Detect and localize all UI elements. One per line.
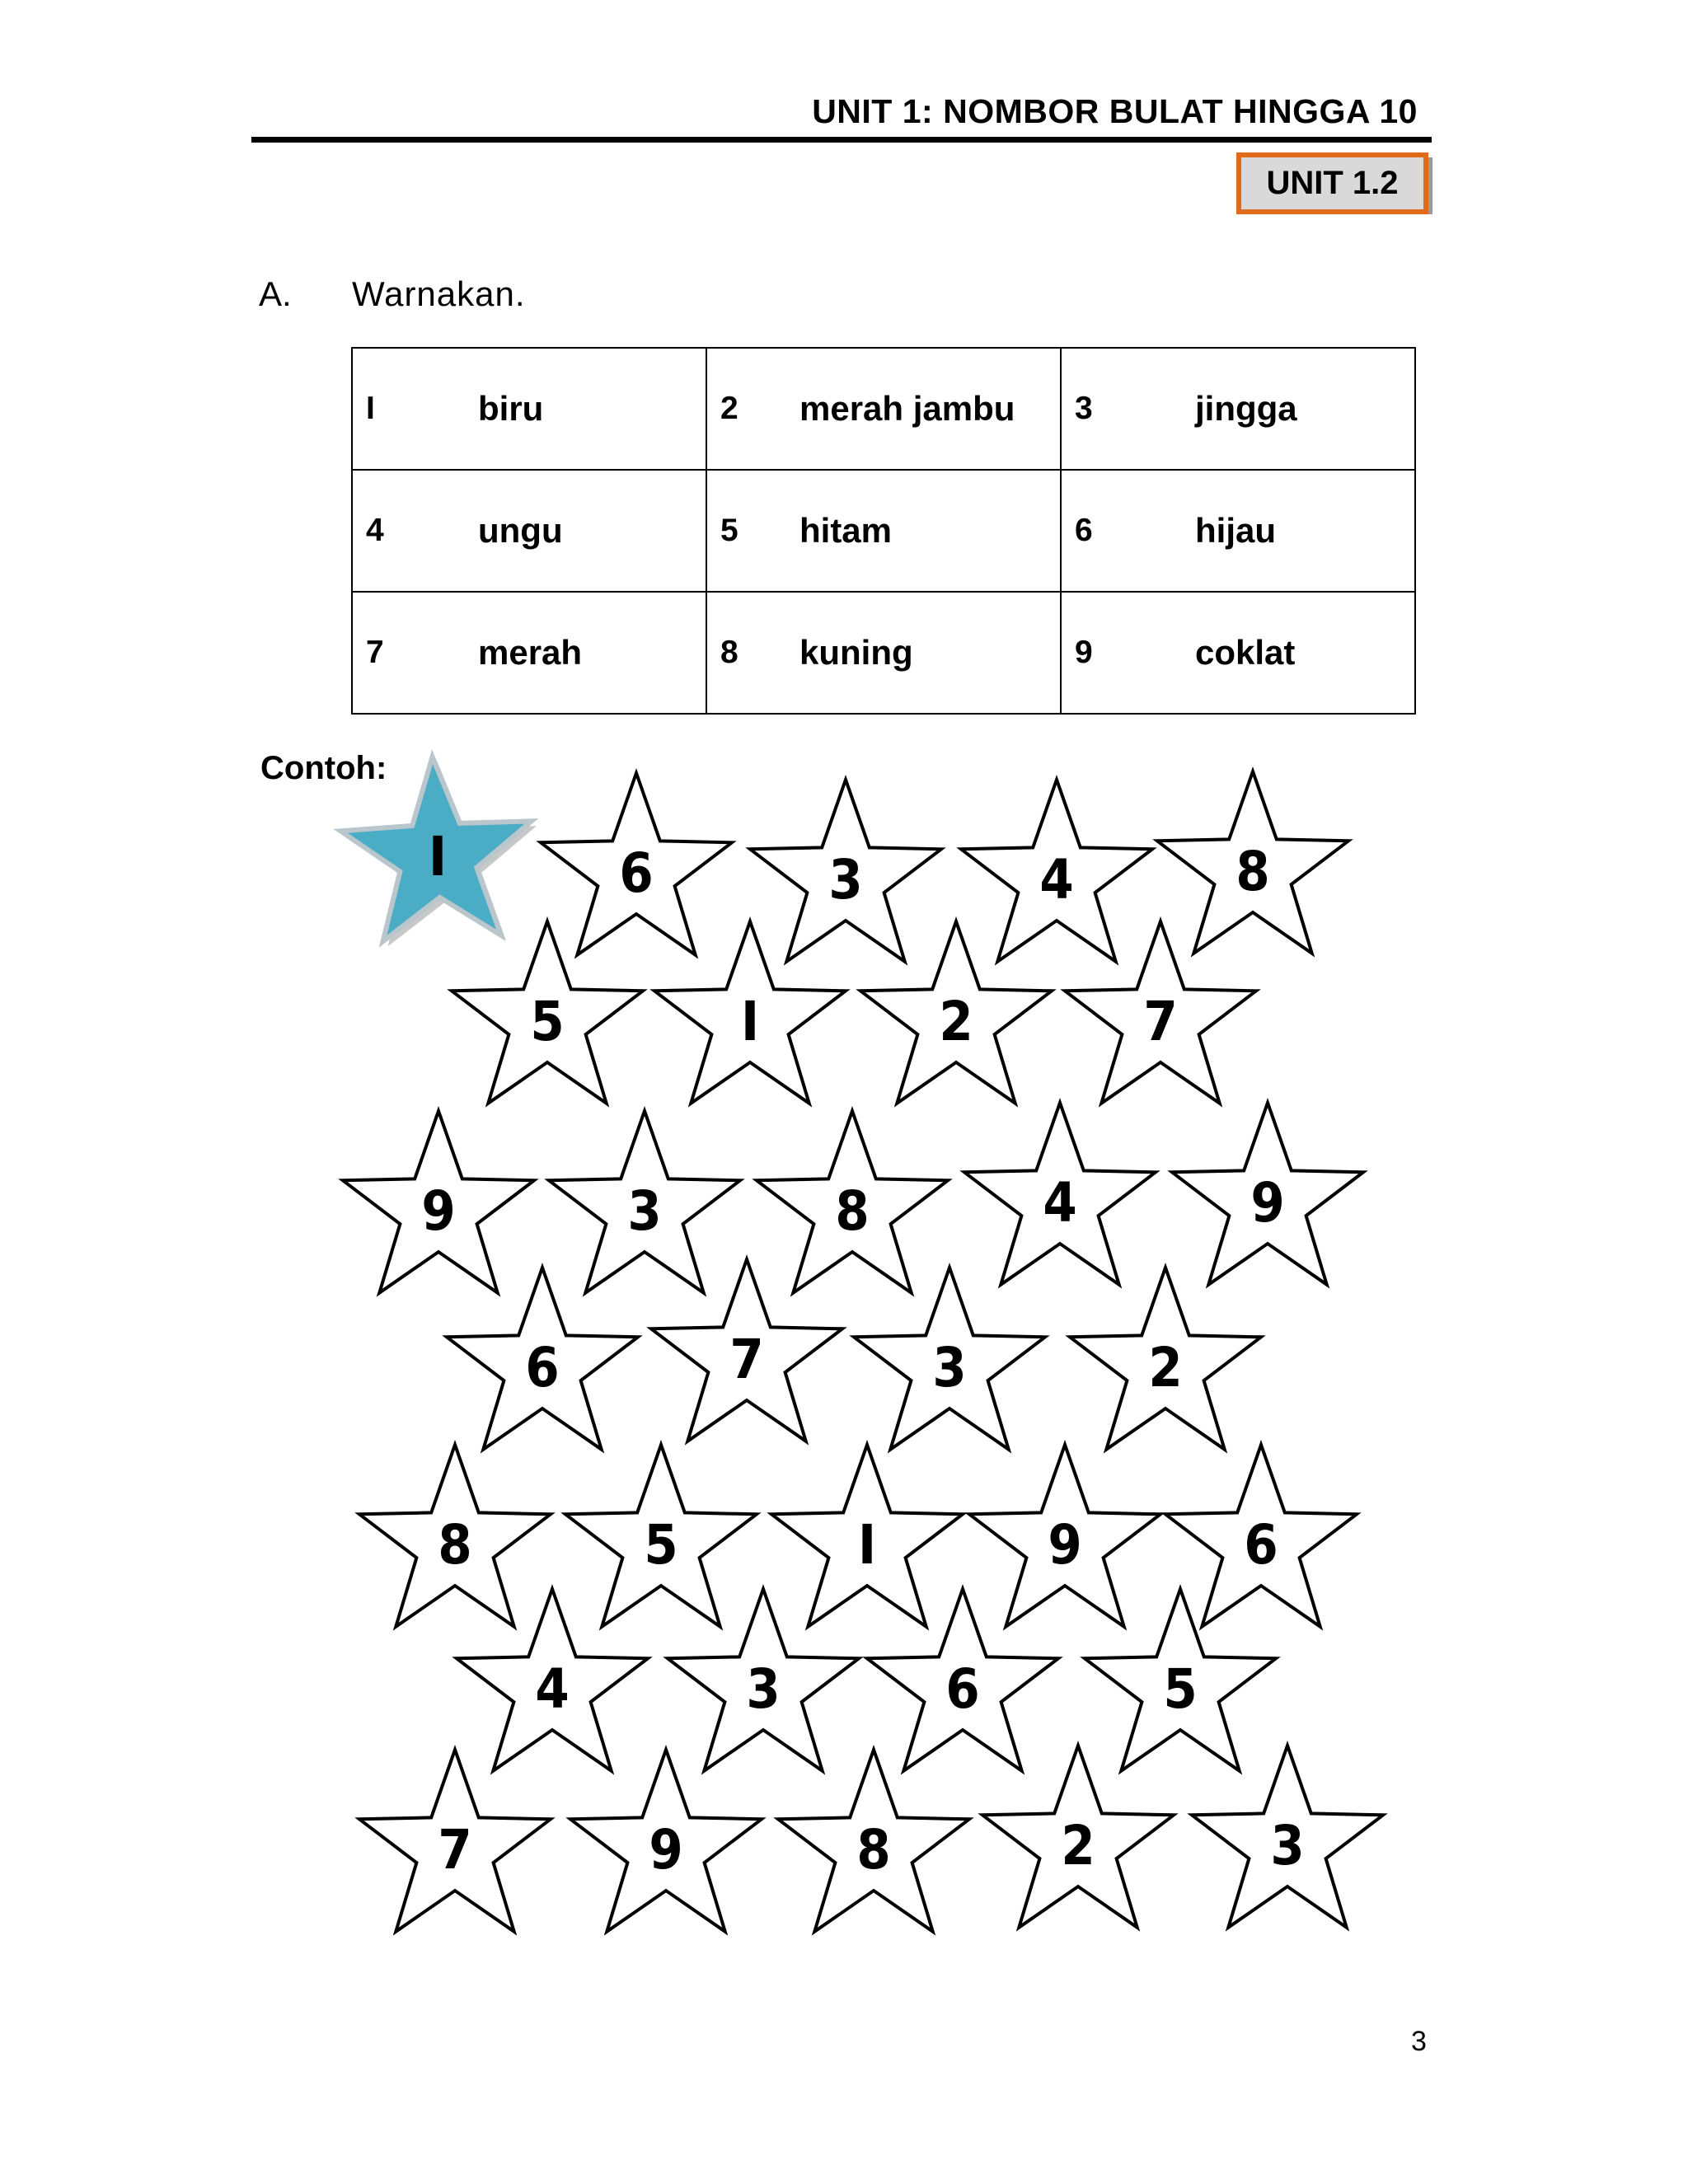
star-item [1065,921,1256,1104]
star-number: 8 [1236,840,1270,903]
star-number: 3 [746,1657,781,1721]
example-star [340,757,537,946]
legend-color: merah [478,633,583,672]
legend-number: I [366,391,375,426]
star-item [961,780,1152,962]
star-number: 5 [530,990,565,1053]
unit-badge: UNIT 1.2 [1236,152,1428,214]
legend-color: biru [478,389,544,428]
star-number: 8 [438,1513,472,1577]
star-number: 4 [1039,848,1074,912]
star-number: 9 [1250,1171,1285,1235]
star-item [771,1445,963,1627]
star-number: 6 [945,1657,980,1721]
star-number: I [740,990,760,1053]
legend-number: 3 [1075,391,1093,426]
star-item [1172,1103,1363,1285]
star-item [1165,1445,1357,1627]
star-number: 3 [828,848,863,912]
legend-color: hijau [1195,511,1277,550]
star-item [654,921,846,1104]
legend-number: 5 [720,513,738,548]
example-label: Contoh: [260,750,387,786]
unit-title: UNIT 1: NOMBOR BULAT HINGGA 10 [812,92,1418,130]
star-item [1157,771,1348,954]
legend-number: 7 [366,635,384,670]
star-number: 9 [649,1818,683,1882]
section-instruction: Warnakan. [352,274,526,313]
star-number: 5 [1163,1657,1198,1721]
star-item [778,1750,969,1932]
star-number: 8 [835,1179,870,1243]
star-number: I [857,1513,877,1577]
star-item [867,1589,1058,1771]
star-number: I [428,825,448,888]
star-item [1070,1268,1261,1450]
star-number: 2 [1148,1336,1183,1399]
star-item [541,773,732,955]
star-item [750,780,941,962]
star-item [969,1445,1160,1627]
star-item [668,1589,859,1771]
star-number: 3 [1270,1814,1305,1877]
star-number: 7 [1143,990,1178,1053]
legend-color: coklat [1195,633,1296,672]
star-number: 7 [438,1818,472,1882]
star-item [359,1750,551,1932]
star-item [565,1445,757,1627]
star-item [964,1103,1156,1285]
legend-color: jingga [1195,389,1297,428]
star-item [447,1268,638,1450]
star-item [570,1750,762,1932]
star-item [359,1445,551,1627]
legend-number: 8 [720,635,738,670]
star-number: 9 [1048,1513,1082,1577]
star-number: 6 [1244,1513,1278,1577]
star-item [452,921,643,1104]
star-number: 3 [627,1179,662,1243]
star-number: 4 [535,1657,570,1721]
star-number: 6 [525,1336,560,1399]
star-item [854,1268,1045,1450]
star-item [757,1111,948,1293]
page-number: 3 [1411,2026,1427,2057]
legend-number: 4 [366,513,384,548]
star-number: 5 [644,1513,678,1577]
star-number: 4 [1043,1171,1077,1235]
section-letter: A. [259,274,292,313]
star-item [549,1111,740,1293]
star-number: 6 [619,841,654,905]
legend-number: 6 [1075,513,1093,548]
legend-number: 9 [1075,635,1093,670]
star-number: 9 [421,1179,456,1243]
legend-color: merah jambu [799,389,1015,428]
legend-color: kuning [799,633,913,672]
star-item [982,1746,1174,1928]
star-number: 2 [939,990,973,1053]
star-number: 3 [932,1336,967,1399]
star-number: 7 [729,1328,764,1391]
star-number: 2 [1061,1814,1095,1877]
star-number: 8 [856,1818,891,1882]
legend-number: 2 [720,391,738,426]
star-item [343,1111,534,1293]
star-item [1192,1746,1383,1928]
star-item [651,1259,842,1441]
legend-color: hitam [799,511,893,550]
legend-color: ungu [478,511,563,550]
